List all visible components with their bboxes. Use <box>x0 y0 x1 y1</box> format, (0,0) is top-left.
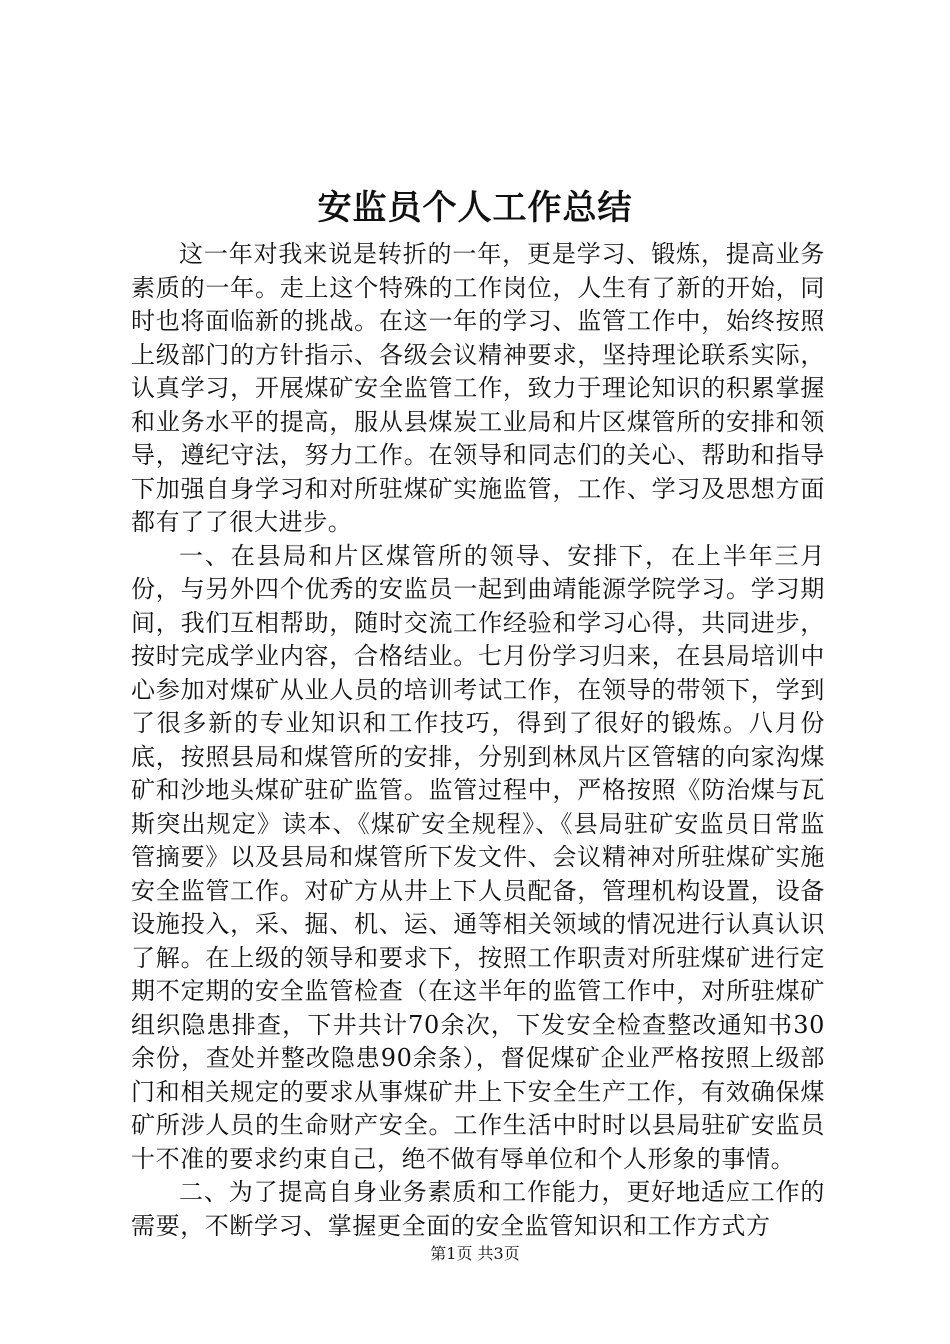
page-footer: 第1页 共3页 <box>430 1244 520 1263</box>
paragraph-intro: 这一年对我来说是转折的一年，更是学习、锻炼，提高业务素质的一年。走上这个特殊的工作岗位，人生有了新的开始，同时也将面临新的挑战。在这一年的学习、监管工作中，始终按照上级部门的方针指示、各级会议精神要求，坚持理论联系实际，认真学习，开展煤矿安全监管工作，致力于理论知识的积累掌握和业务水平的提高，服从县煤炭工业局和片区煤管所的安排和领导，遵纪守法，努力工作。在领导和同志们的关心、帮助和指导下加强自身学习和对所驻煤矿实施监管，工作、学习及思想方面都有了了很大进步。 <box>131 240 825 536</box>
document-body <box>131 238 825 1243</box>
paragraph-section-one: 一、在县局和片区煤管所的领导、安排下，在上半年三月份，与另外四个优秀的安监员一起到曲靖能源学院学习。学习期间，我们互相帮助，随时交流工作经验和学习心得，共同进步，按时完成学业内容，合格结业。七月份学习归来，在县局培训中心参加对煤矿从业人员的培训考试工作，在领导的带领下，学到了很多新的专业知识和工作技巧，得到了很好的锻炼。八月份底，按照县局和煤管所的安排，分别到林凤片区管辖的向家沟煤矿和沙地头煤矿驻矿监管。监管过程中，严格按照《防治煤与瓦斯突出规定》读本、《煤矿安全规程》、《县局驻矿安监员日常监管摘要》以及县局和煤管所下发文件、会议精神对所驻煤矿实施安全监管工作。对矿方从井上下人员配备，管理机构设置，设备设施投入，采、掘、机、运、通等相关领域的情况进行认真认识了解。在上级的领导和要求下，按照工作职责对所驻煤矿进行定期不定期的安全监管检查（在这半年的监管工作中，对所驻煤矿组织隐患排查，下井共计70余次，下发安全检查整改通知书30余份，查处并整改隐患90余条），督促煤矿企业严格按照上级部门和相关规定的要求从事煤矿井上下安全生产工作，有效确保煤矿所涉人员的生命财产安全。工作生活中时时以县局驻矿安监员十不准的要求约束自己，绝不做有辱单位和个人形象的事情。 <box>131 541 825 1173</box>
paragraph-section-two: 二、为了提高自身业务素质和工作能力，更好地适应工作的需要，不断学习、掌握更全面的安全监管知识和工作方式方 <box>131 1178 825 1240</box>
document-title: 安监员个人工作总结 <box>317 188 633 228</box>
